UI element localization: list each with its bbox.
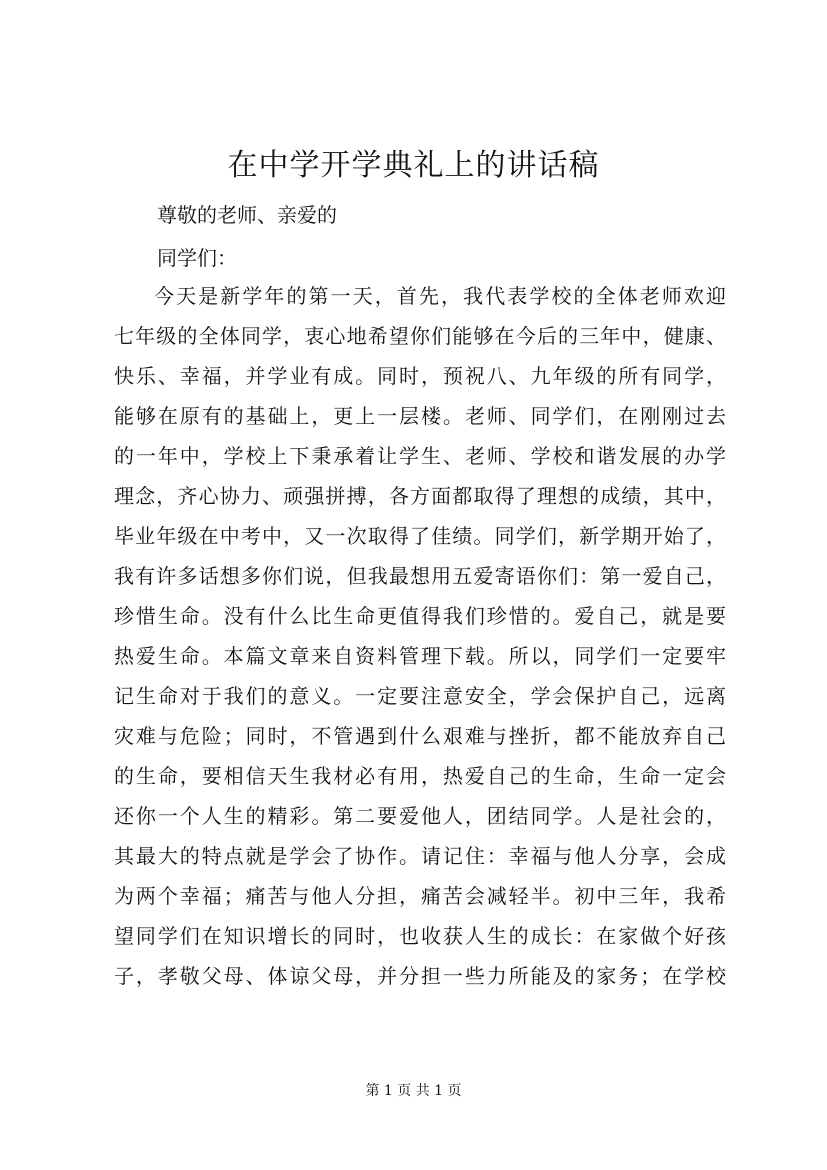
body-line: 能够在原有的基础上，更上一层楼。老师、同学们，在刚刚过去 [114, 404, 726, 428]
body-line: 还你一个人生的精彩。第二要爱他人，团结同学。人是社会的， [114, 804, 726, 828]
body-line: 理念，齐心协力、顽强拼搏，各方面都取得了理想的成绩，其中， [114, 484, 726, 508]
body-line: 记生命对于我们的意义。一定要注意安全，学会保护自己，远离 [114, 684, 726, 708]
body-line: 的一年中，学校上下秉承着让学生、老师、学校和谐发展的办学 [114, 444, 726, 468]
body-line: 珍惜生命。没有什么比生命更值得我们珍惜的。爱自己，就是要 [114, 604, 726, 628]
document-title: 在中学开学典礼上的讲话稿 [227, 148, 600, 183]
body-line: 望同学们在知识增长的同时，也收获人生的成长：在家做个好孩 [114, 924, 726, 948]
salutation-line-2: 同学们： [157, 246, 237, 270]
body-line: 快乐、幸福，并学业有成。同时，预祝八、九年级的所有同学， [114, 364, 726, 388]
body-line: 我有许多话想多你们说，但我最想用五爱寄语你们：第一爱自己， [114, 564, 726, 588]
body-line: 为两个幸福；痛苦与他人分担，痛苦会减轻半。初中三年，我希 [114, 884, 726, 908]
body-line: 今天是新学年的第一天，首先，我代表学校的全体老师欢迎 [154, 284, 726, 308]
speech-body [114, 276, 726, 996]
body-line: 其最大的特点就是学会了协作。请记住：幸福与他人分享，会成 [114, 844, 726, 868]
page-number-footer: 第 1 页 共 1 页 [365, 1083, 462, 1099]
salutation-line-1: 尊敬的老师、亲爱的 [157, 203, 337, 227]
body-line: 毕业年级在中考中，又一次取得了佳绩。同学们，新学期开始了， [114, 524, 726, 548]
body-line: 热爱生命。本篇文章来自资料管理下载。所以，同学们一定要牢 [114, 644, 726, 668]
body-line: 的生命，要相信天生我材必有用，热爱自己的生命，生命一定会 [114, 764, 726, 788]
body-line: 灾难与危险；同时，不管遇到什么艰难与挫折，都不能放弃自己 [114, 724, 726, 748]
body-line: 子，孝敬父母、体谅父母，并分担一些力所能及的家务；在学校 [114, 964, 726, 988]
body-line: 七年级的全体同学，衷心地希望你们能够在今后的三年中，健康、 [114, 324, 726, 348]
